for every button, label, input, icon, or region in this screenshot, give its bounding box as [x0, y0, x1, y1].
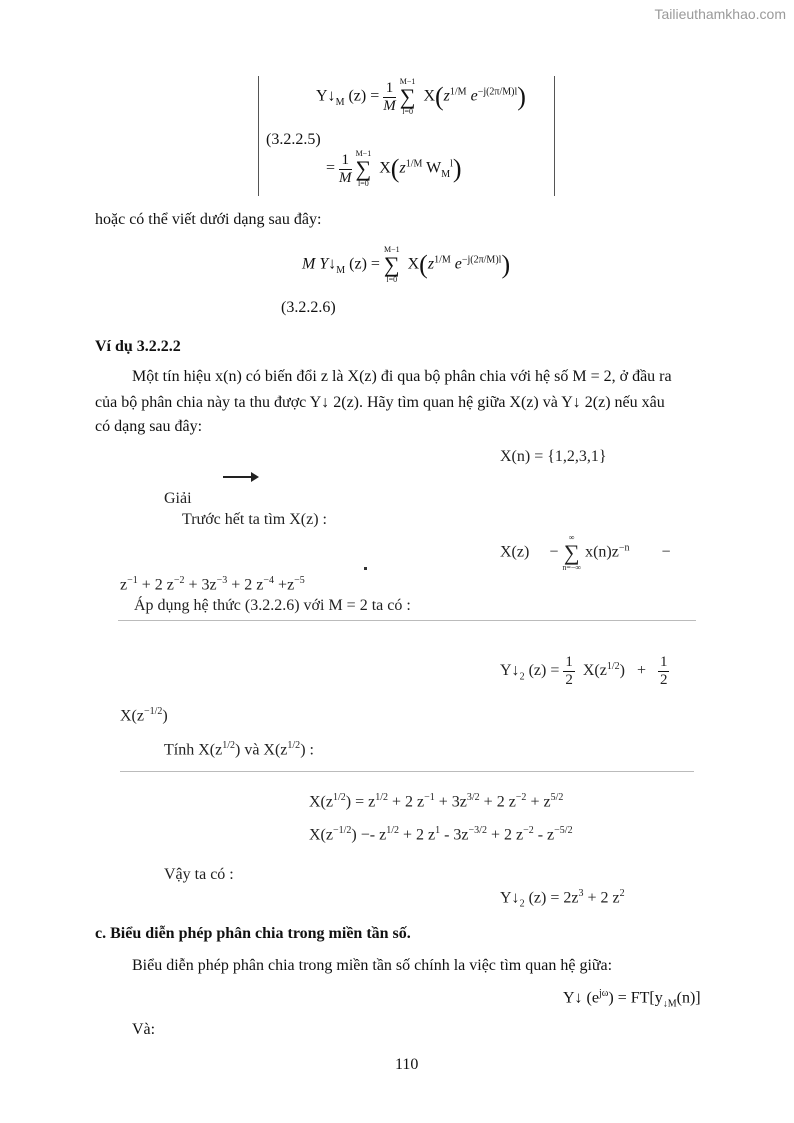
fourier-equation: Y↓ $(e^{j\omega}) = FT[y_{↓M}(n)]$ — [563, 988, 701, 1010]
compute-line: Tính $X(z^{1/2})$ và $X(z^{1/2})$ : — [164, 740, 314, 759]
sum-symbol: M−1 ∑ l=0 — [383, 245, 400, 284]
section-paragraph: Biểu diễn phép phân chia trong miền tần số chính la việc tìm quan hệ giữa: — [132, 957, 613, 974]
z-polynomial: $z^{-1} + 2$ $z^{-2} + 3z^{-3} + 2$ $z^{-4} +z^{-5}$ — [120, 575, 305, 594]
equation-3225-line1: $Y↓_M$ (z) = $\frac{1}{M}$ M−1 ∑ l=0 $X(z^{1/M}$ $e^{-j(2\pi/M)l}$) — [316, 77, 526, 116]
watermark: Tailieuthamkhao.com — [654, 6, 786, 22]
fraction: $\frac{1}{M}$ — [339, 151, 352, 186]
x-half-line-1: $X(z^{1/2}) = z^{1/2} + 2$ $z^{-1} + 3z^{3/2} + 2$ $z^{-2} + z^{5/2}$ — [309, 792, 564, 811]
paragraph-hoac: hoặc có thể viết dưới dạng sau đây: — [95, 211, 322, 228]
equation-3225-label: (3.2.2.5) — [266, 131, 321, 148]
example-line-1: Một tín hiệu x(n) có biến đổi z là X(z) đi qua bộ phân chia với hệ số M = 2, ở đầu ra — [132, 368, 672, 385]
equation-3226-label: (3.2.2.6) — [281, 299, 336, 316]
sum-symbol: M−1 ∑ l=0 — [399, 77, 416, 116]
arrow-mark — [223, 476, 257, 478]
apply-formula: Áp dụng hệ thức (3.2.2.6) với M = 2 ta có : — [134, 597, 411, 614]
divider — [120, 771, 694, 772]
xz-definition: X(z) − ∞ ∑ n=−∞ $x(n)z^{-n}$ − — [500, 533, 671, 572]
section-heading: c. Biểu diễn phép phân chia trong miền tần số. — [95, 925, 411, 942]
divider — [118, 620, 696, 621]
y2-equation: $Y↓_2$ (z) = $\frac{1}{2}$ $X(z^{1/2})$ + $\frac{1}{2}$ — [500, 654, 668, 688]
scan-speck — [364, 567, 367, 570]
sum-symbol: ∞ ∑ n=−∞ — [562, 533, 582, 572]
fraction: $\frac{1}{2}$ — [659, 654, 668, 688]
equation-box-right-border — [554, 76, 555, 196]
fraction: $\frac{1}{2}$ — [565, 654, 573, 688]
result-equation: $Y↓_2$ $(z) = 2z^3 + 2$ $z^2$ — [500, 888, 625, 910]
example-title: Ví dụ 3.2.2.2 — [95, 338, 181, 355]
page-number: 110 — [395, 1056, 419, 1073]
equation-3225-line2: = $\frac{1}{M}$ M−1 ∑ l=0 $X(z^{1/M}$ $W_M^l$) — [326, 149, 462, 188]
solution-step-1: Trước hết ta tìm X(z) : — [182, 511, 327, 528]
y2-equation-cont: $X(z^{-1/2})$ — [120, 706, 168, 725]
fraction: $\frac{1}{M}$ — [383, 79, 396, 114]
example-line-2: của bộ phân chia này ta thu được Y↓ 2(z). Hãy tìm quan hệ giữa X(z) và Y↓ 2(z) nếu xâu — [95, 394, 665, 411]
conclusion-label: Vậy ta có : — [164, 866, 234, 883]
solution-heading: Giải — [164, 490, 192, 507]
example-line-3: có dạng sau đây: — [95, 418, 203, 435]
paragraph-va: Và: — [132, 1021, 156, 1038]
sequence-equation: X(n) = {1,2,3,1} — [500, 448, 607, 465]
x-half-line-2: $X(z^{-1/2}) -- z^{1/2} + 2$ $z^1 - 3z^{-3/2} + 2$ $z^{-2} - z^{-5/2}$ — [309, 825, 573, 844]
equation-3226: M $Y↓_M$ (z) = M−1 ∑ l=0 $X(z^{1/M}$ $e^{-j(2\pi/M)l}$) — [302, 245, 511, 284]
equation-box-left-border — [258, 76, 259, 196]
sum-symbol: M−1 ∑ l=0 — [355, 149, 372, 188]
